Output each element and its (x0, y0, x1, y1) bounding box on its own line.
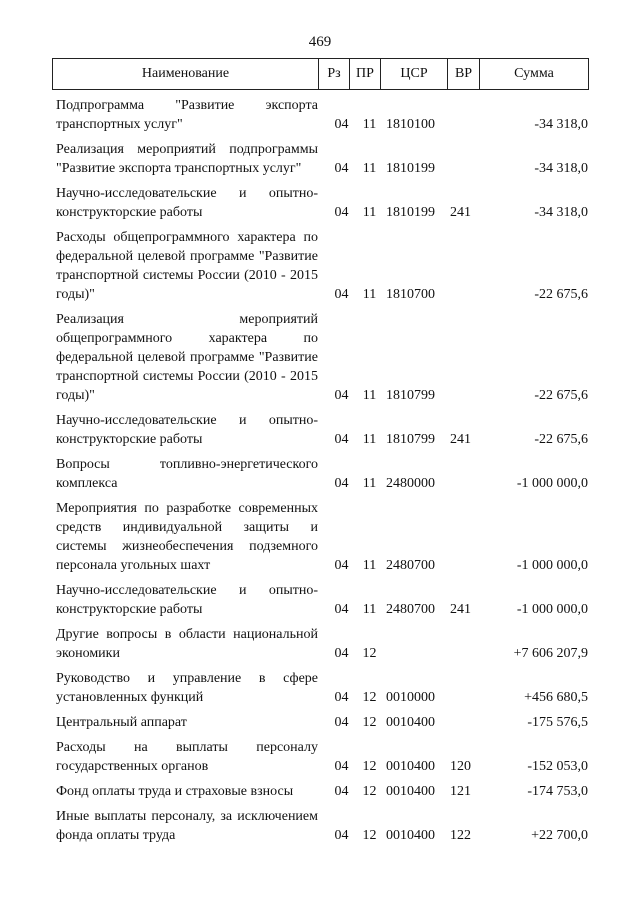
row-rz: 04 (334, 388, 349, 403)
budget-table (52, 58, 589, 845)
row-vr: 120 (450, 759, 471, 774)
row-csr: 2480700 (386, 602, 435, 617)
row-csr: 2480000 (386, 476, 435, 491)
table-row (52, 625, 589, 663)
row-name: Мероприятия по разработке современных средств индивидуальной защиты и системы жизнеобеспечения подземного персонала угольных шахт (56, 501, 318, 573)
row-sum: -34 318,0 (534, 205, 588, 220)
row-sum: -1 000 000,0 (516, 602, 588, 617)
header-sum: Сумма (514, 66, 554, 81)
row-sum: -34 318,0 (534, 117, 588, 132)
row-csr: 0010400 (386, 784, 435, 799)
row-csr: 0010000 (386, 690, 435, 705)
row-pr: 11 (362, 117, 377, 132)
row-pr: 12 (362, 715, 377, 730)
row-name: Фонд оплаты труда и страховые взносы (56, 784, 294, 799)
row-csr: 0010400 (386, 828, 435, 843)
table-row (52, 96, 589, 134)
table-row (52, 184, 589, 222)
table-row (52, 310, 589, 405)
row-sum: -1 000 000,0 (516, 558, 588, 573)
row-pr: 11 (362, 432, 377, 447)
row-name: Другие вопросы в области национальной экономики (56, 627, 318, 661)
row-name: Расходы общепрограммного характера по федеральной целевой программе "Развитие транспортной системы России (2010 - 2015 годы)" (56, 230, 318, 302)
row-rz: 04 (334, 784, 349, 799)
row-rz: 04 (334, 646, 349, 661)
row-rz: 04 (334, 759, 349, 774)
row-sum: +22 700,0 (531, 828, 588, 843)
table-row (52, 738, 589, 776)
row-vr: 122 (450, 828, 471, 843)
row-name: Научно-исследовательские и опытно-конструкторские работы (56, 583, 318, 617)
row-name: Научно-исследовательские и опытно-конструкторские работы (56, 413, 318, 447)
row-csr: 1810100 (386, 117, 435, 132)
row-csr: 1810199 (386, 161, 435, 176)
row-vr: 241 (450, 602, 471, 617)
table-row (52, 228, 589, 304)
row-pr: 12 (362, 784, 377, 799)
header-vr: ВР (448, 59, 480, 89)
row-name: Центральный аппарат (56, 715, 187, 730)
row-name: Расходы на выплаты персоналу государственных органов (56, 740, 318, 774)
row-vr: 241 (450, 205, 471, 220)
row-name: Иные выплаты персоналу, за исключением фонда оплаты труда (56, 809, 318, 843)
row-rz: 04 (334, 690, 349, 705)
row-rz: 04 (334, 287, 349, 302)
row-rz: 04 (334, 476, 349, 491)
row-pr: 11 (362, 476, 377, 491)
row-sum: -175 576,5 (527, 715, 588, 730)
table-row (52, 455, 589, 493)
header-csr: ЦСР (381, 59, 448, 89)
row-csr: 1810799 (386, 388, 435, 403)
row-pr: 11 (362, 205, 377, 220)
table-row (52, 140, 589, 178)
row-rz: 04 (334, 205, 349, 220)
row-pr: 11 (362, 558, 377, 573)
table-row (52, 807, 589, 845)
row-name: Реализация мероприятий общепрограммного характера по федеральной целевой программе "Развитие транспортной системы России (2010 - 2015 годы)" (56, 312, 318, 403)
row-csr: 0010400 (386, 715, 435, 730)
row-sum: -22 675,6 (534, 287, 588, 302)
table-row (52, 411, 589, 449)
table-row (52, 713, 589, 732)
row-sum: -1 000 000,0 (516, 476, 588, 491)
table-row (52, 669, 589, 707)
row-pr: 12 (362, 759, 377, 774)
row-pr: 11 (362, 388, 377, 403)
row-rz: 04 (334, 117, 349, 132)
row-name: Подпрограмма "Развитие экспорта транспортных услуг" (56, 98, 318, 132)
row-sum: -152 053,0 (527, 759, 588, 774)
row-pr: 12 (362, 646, 377, 661)
header-rz: Рз (319, 59, 350, 89)
row-csr: 0010400 (386, 759, 435, 774)
row-vr: 121 (450, 784, 471, 799)
row-pr: 11 (362, 287, 377, 302)
row-sum: -34 318,0 (534, 161, 588, 176)
row-name: Вопросы топливно-энергетического комплекса (56, 457, 318, 491)
table-row (52, 782, 589, 801)
row-csr: 1810799 (386, 432, 435, 447)
row-name: Реализация мероприятий подпрограммы "Развитие экспорта транспортных услуг" (56, 142, 318, 176)
row-csr: 1810700 (386, 287, 435, 302)
table-row (52, 499, 589, 575)
row-pr: 12 (362, 828, 377, 843)
table-header (52, 58, 589, 90)
row-sum: +7 606 207,9 (513, 646, 588, 661)
row-rz: 04 (334, 715, 349, 730)
row-rz: 04 (334, 602, 349, 617)
row-csr: 1810199 (386, 205, 435, 220)
row-pr: 12 (362, 690, 377, 705)
row-sum: -22 675,6 (534, 432, 588, 447)
row-csr: 2480700 (386, 558, 435, 573)
row-name: Руководство и управление в сфере установленных функций (56, 671, 318, 705)
row-sum: +456 680,5 (524, 690, 588, 705)
row-name: Научно-исследовательские и опытно-конструкторские работы (56, 186, 318, 220)
row-rz: 04 (334, 432, 349, 447)
header-name: Наименование (53, 59, 319, 89)
row-pr: 11 (362, 161, 377, 176)
row-rz: 04 (334, 161, 349, 176)
row-rz: 04 (334, 828, 349, 843)
row-sum: -22 675,6 (534, 388, 588, 403)
row-vr: 241 (450, 432, 471, 447)
header-pr: ПР (350, 59, 381, 89)
row-sum: -174 753,0 (527, 784, 588, 799)
row-pr: 11 (362, 602, 377, 617)
page-number: 469 (308, 34, 332, 50)
row-rz: 04 (334, 558, 349, 573)
table-row (52, 581, 589, 619)
